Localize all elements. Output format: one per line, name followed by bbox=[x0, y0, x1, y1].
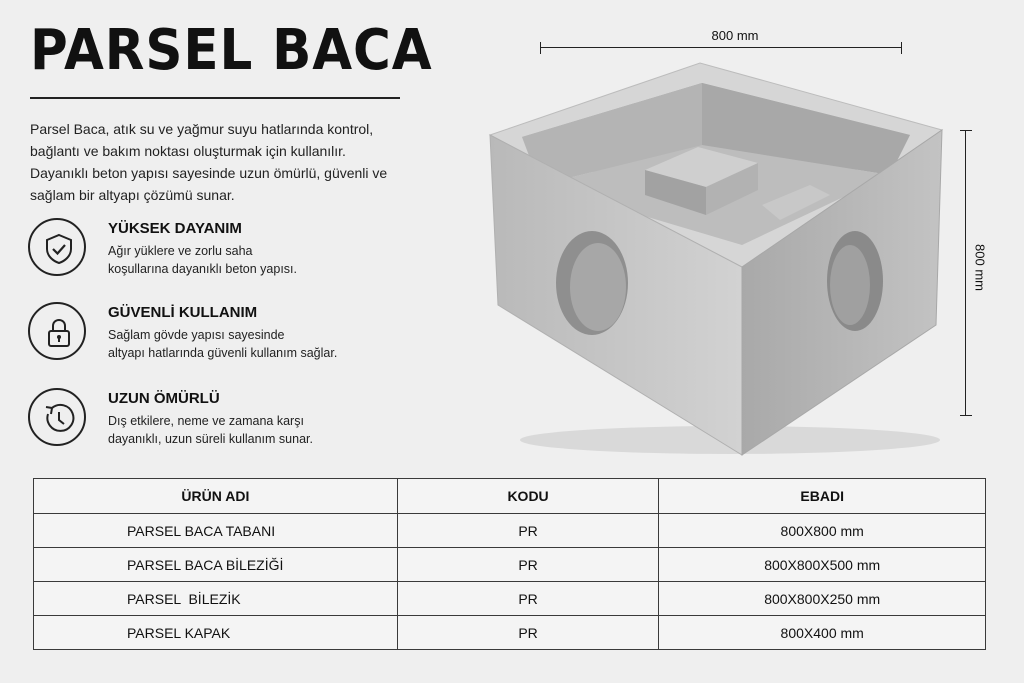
product-size-cell: 800X800X250 mm bbox=[659, 582, 986, 616]
feature-desc-line: altyapı hatlarında güvenli kullanım sağlar. bbox=[108, 346, 338, 360]
feature-desc-line: dayanıklı, uzun süreli kullanım sunar. bbox=[108, 432, 313, 446]
feature-item bbox=[28, 218, 428, 282]
product-code-cell: PR bbox=[397, 582, 659, 616]
feature-title: GÜVENLİ KULLANIM bbox=[108, 304, 258, 321]
product-size-cell: 800X800 mm bbox=[659, 514, 986, 548]
table-header-row bbox=[34, 479, 986, 514]
column-header-code: KODU bbox=[397, 479, 659, 514]
feature-title: UZUN ÖMÜRLÜ bbox=[108, 390, 220, 407]
width-dimension-line bbox=[540, 42, 902, 54]
product-spec-table bbox=[33, 478, 986, 650]
table-row bbox=[34, 548, 986, 582]
product-code-cell: PR bbox=[397, 514, 659, 548]
feature-desc-line: Sağlam gövde yapısı sayesinde bbox=[108, 328, 285, 342]
height-dimension-label: 800 mm bbox=[972, 244, 988, 291]
feature-desc-line: Ağır yüklere ve zorlu saha bbox=[108, 244, 253, 258]
feature-description bbox=[108, 412, 428, 448]
table-row bbox=[34, 616, 986, 650]
product-name-cell: PARSEL BACA BİLEZİĞİ bbox=[34, 548, 398, 582]
column-header-product-name: ÜRÜN ADI bbox=[34, 479, 398, 514]
page-title: PARSEL BACA bbox=[30, 18, 433, 83]
product-name-cell: PARSEL BİLEZİK bbox=[34, 582, 398, 616]
clock-icon bbox=[28, 388, 86, 446]
padlock-icon bbox=[28, 302, 86, 360]
title-divider bbox=[30, 97, 400, 99]
product-name-cell: PARSEL KAPAK bbox=[34, 616, 398, 650]
product-size-cell: 800X400 mm bbox=[659, 616, 986, 650]
width-dimension-label: 800 mm bbox=[711, 28, 759, 43]
product-name-cell: PARSEL BACA TABANI bbox=[34, 514, 398, 548]
height-dimension-line bbox=[960, 130, 972, 416]
feature-item bbox=[28, 302, 428, 366]
feature-description bbox=[108, 326, 428, 362]
feature-desc-line: Dış etkilere, neme ve zamana karşı bbox=[108, 414, 304, 428]
product-code-cell: PR bbox=[397, 616, 659, 650]
feature-description bbox=[108, 242, 428, 278]
feature-desc-line: koşullarına dayanıklı beton yapısı. bbox=[108, 262, 298, 276]
product-code-cell: PR bbox=[397, 548, 659, 582]
table-row bbox=[34, 514, 986, 548]
column-header-size: EBADI bbox=[659, 479, 986, 514]
table-row bbox=[34, 582, 986, 616]
concrete-chamber-image bbox=[480, 55, 950, 460]
intro-paragraph: Parsel Baca, atık su ve yağmur suyu hatlarında kontrol, bağlantı ve bakım noktası oluşturmak için kullanılır. Dayanıklı beton yapısı sayesinde uzun ömürlü, güvenli ve sağlam bir altyapı çözümü sunar. bbox=[30, 121, 388, 203]
feature-title: YÜKSEK DAYANIM bbox=[108, 220, 242, 237]
shield-check-icon bbox=[28, 218, 86, 276]
product-size-cell: 800X800X500 mm bbox=[659, 548, 986, 582]
feature-item bbox=[28, 388, 428, 452]
